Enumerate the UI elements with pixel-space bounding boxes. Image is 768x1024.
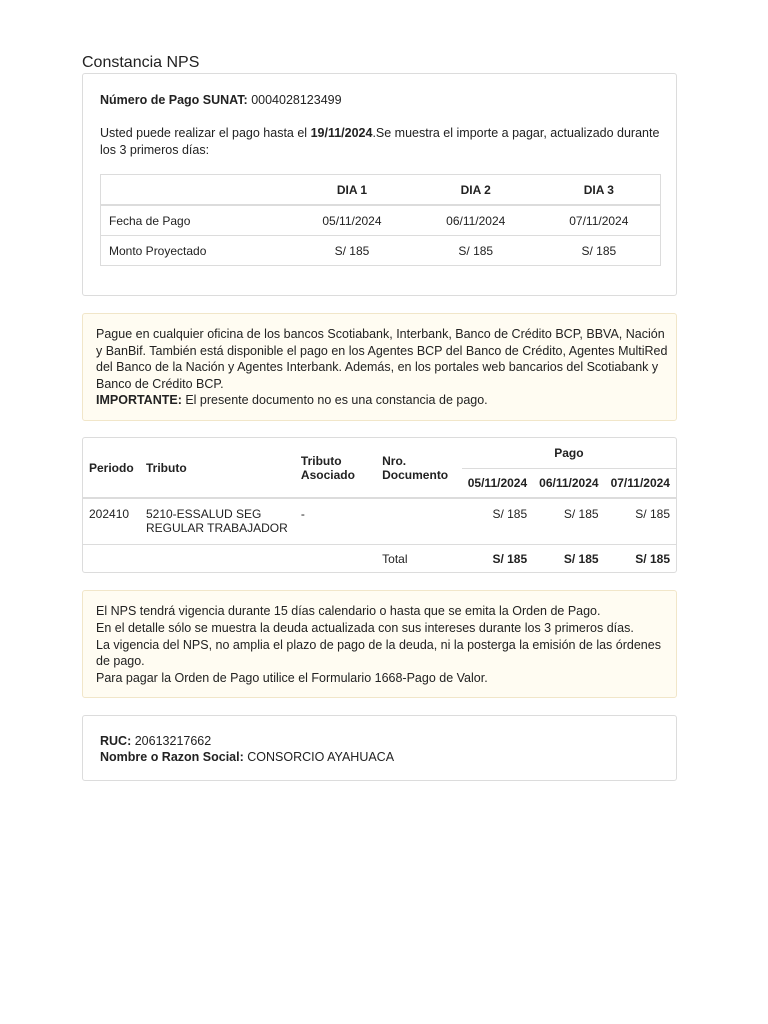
payment-number-label: Número de Pago SUNAT: [100, 93, 248, 107]
cell-nro-documento [376, 498, 462, 545]
deadline-date: 19/11/2024 [310, 126, 373, 140]
cell-tributo-asociado: - [300, 507, 305, 521]
validity-line: Para pagar la Orden de Pago utilice el Formulario 1668-Pago de Valor. [96, 671, 488, 686]
total-amount: S/ 185 [462, 545, 533, 574]
banks-paragraph: Pague en cualquier oficina de los bancos Scotiabank, Interbank, Banco de Crédito BCP, BBVA, Nación y BanBif. También está disponible el pago en los Agentes BCP del Banco de Crédito, Agentes MultiRed del Banco de la Nación y Agentes Interbank. Además, en los portales web bancarios del Scotiabank y Banco de Crédito BCP. [96, 327, 668, 391]
detail-panel [82, 437, 677, 573]
header-periodo: Periodo [83, 438, 140, 498]
important-text: El presente documento no es una constancia de pago. [181, 393, 488, 407]
payment-deadline-text [100, 125, 660, 158]
table-cell: S/ 185 [538, 236, 661, 266]
cell-periodo: 202410 [89, 507, 130, 521]
total-row [83, 545, 676, 574]
banks-info-text [96, 326, 668, 409]
projection-table [100, 174, 661, 266]
validity-line: El NPS tendrá vigencia durante 15 días calendario o hasta que se emita la Orden de Pago. [96, 604, 601, 618]
validity-text [96, 603, 668, 687]
header-tributo-asociado: Tributo Asociado [295, 438, 376, 498]
table-cell: S/ 185 [290, 236, 414, 266]
important-label: IMPORTANTE: [96, 393, 182, 407]
ruc-line [100, 734, 211, 748]
projection-header-dia1: DIA 1 [290, 175, 414, 206]
ruc-label: RUC: [100, 734, 132, 748]
header-date: 07/11/2024 [605, 469, 676, 499]
table-row [83, 498, 676, 545]
header-date: 06/11/2024 [533, 469, 604, 499]
table-row [101, 236, 661, 266]
validity-line: En el detalle sólo se muestra la deuda actualizada con sus intereses durante los 3 primeros días. [96, 620, 634, 635]
total-amount: S/ 185 [533, 545, 604, 574]
projection-header-dia2: DIA 2 [414, 175, 538, 206]
name-line [100, 750, 394, 764]
total-amount: S/ 185 [605, 545, 676, 574]
cell-amount: S/ 185 [492, 507, 528, 521]
detail-table [83, 438, 676, 573]
ruc-value: 20613217662 [134, 734, 212, 748]
deadline-pre-text: Usted puede realizar el pago hasta el [100, 126, 311, 140]
cell-amount: S/ 185 [635, 507, 670, 521]
taxpayer-panel [82, 715, 677, 781]
projection-header-blank [101, 175, 291, 206]
total-label: Total [376, 545, 462, 574]
header-pago: Pago [462, 438, 676, 469]
cell-amount: S/ 185 [563, 507, 599, 521]
table-cell: 07/11/2024 [538, 205, 661, 236]
cell-tributo: 5210-ESSALUD SEG REGULAR TRABAJADOR [145, 507, 288, 535]
name-value: CONSORCIO AYAHUACA [247, 750, 395, 764]
payment-panel [82, 73, 677, 296]
table-cell: 06/11/2024 [414, 205, 538, 236]
name-label: Nombre o Razon Social: [100, 750, 244, 764]
header-tributo: Tributo [140, 438, 295, 498]
payment-number-line [100, 93, 342, 107]
projection-header-dia3: DIA 3 [538, 175, 661, 206]
projection-header-row [101, 175, 661, 206]
row-label: Fecha de Pago [101, 205, 291, 236]
table-cell: 05/11/2024 [290, 205, 414, 236]
page-title: Constancia NPS [82, 54, 200, 71]
validity-line: La vigencia del NPS, no amplia el plazo de pago de la deuda, ni la posterga la emisión de las órdenes de pago. [96, 637, 661, 669]
row-label: Monto Proyectado [101, 236, 291, 266]
payment-number-value: 0004028123499 [251, 93, 342, 107]
table-cell: S/ 185 [414, 236, 538, 266]
header-nro-documento: Nro. Documento [376, 438, 462, 498]
banks-info-panel [82, 313, 677, 421]
header-date: 05/11/2024 [462, 469, 533, 499]
validity-panel [82, 590, 677, 698]
deadline-post-text: .Se muestra el importe a pagar, actualizado durante los 3 primeros días: [100, 126, 660, 157]
table-row [101, 205, 661, 236]
